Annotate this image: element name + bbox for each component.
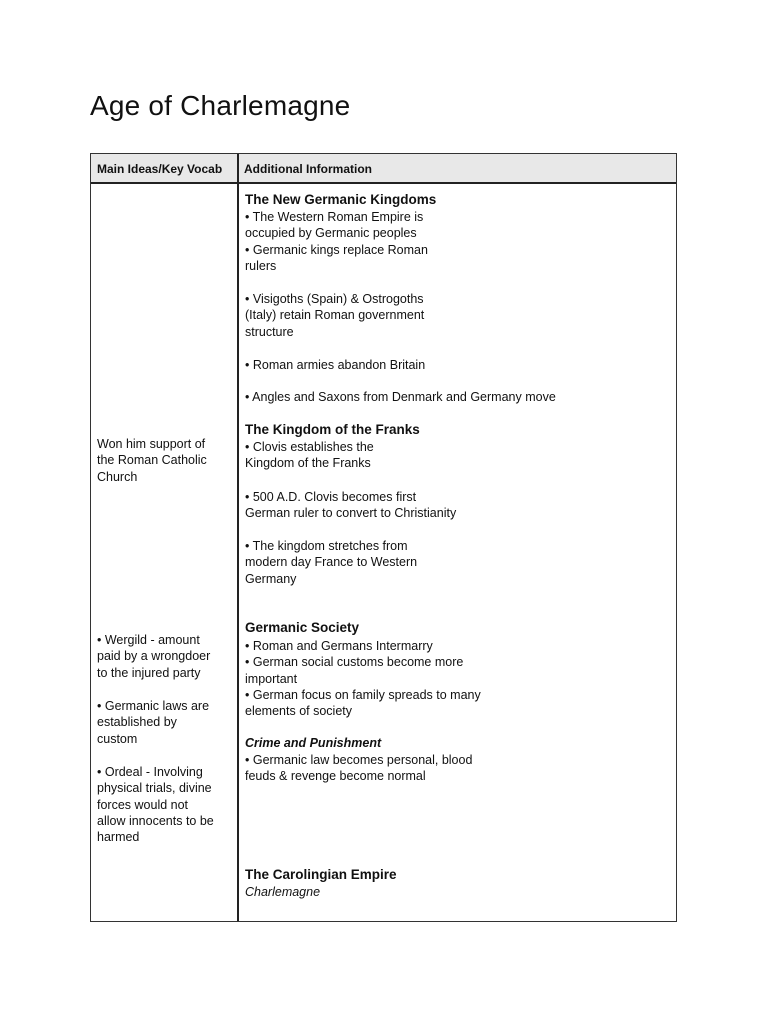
notes-table	[90, 153, 677, 922]
section-heading-germanic-kingdoms: The New Germanic Kingdoms	[245, 192, 437, 207]
franks-points-2: • 500 A.D. Clovis becomes first German ruler to convert to Christianity	[245, 490, 457, 521]
section-heading-franks: The Kingdom of the Franks	[245, 422, 420, 437]
crime-points: • Germanic law becomes personal, blood feuds & revenge become normal	[245, 753, 473, 784]
ordeal-note: • Ordeal - Involving physical trials, divine forces would not allow innocents to be harmed	[97, 765, 214, 845]
subheading-charlemagne: Charlemagne	[245, 885, 321, 899]
kingdoms-points-1: • The Western Roman Empire is occupied by Germanic peoples • Germanic kings replace Roman rulers	[245, 210, 428, 273]
wergild-note: • Wergild - amount paid by a wrongdoer to the injured party	[97, 633, 211, 680]
franks-points-3: • The kingdom stretches from modern day France to Western Germany	[245, 539, 418, 586]
subheading-crime-punishment: Crime and Punishment	[245, 736, 382, 750]
section-heading-carolingian: The Carolingian Empire	[245, 867, 397, 882]
table-header	[91, 154, 676, 184]
kingdoms-points-4: • Angles and Saxons from Denmark and Germany move	[245, 390, 556, 404]
kingdoms-points-2: • Visigoths (Spain) & Ostrogoths (Italy) retain Roman government structure	[245, 292, 425, 339]
franks-points-1: • Clovis establishes the Kingdom of the Franks	[245, 440, 374, 471]
page-title: Age of Charlemagne	[90, 90, 351, 121]
section-heading-germanic-society: Germanic Society	[245, 620, 360, 635]
col1-header: Main Ideas/Key Vocab	[97, 162, 223, 176]
col2-header: Additional Information	[244, 162, 372, 176]
society-points: • Roman and Germans Intermarry • German social customs become more important • German focus on family spreads to many elements of society	[245, 639, 481, 719]
franks-note: Won him support of the Roman Catholic Church	[97, 437, 207, 484]
column-divider	[237, 154, 239, 921]
kingdoms-points-3: • Roman armies abandon Britain	[245, 358, 426, 372]
laws-note: • Germanic laws are established by custom	[97, 699, 210, 746]
